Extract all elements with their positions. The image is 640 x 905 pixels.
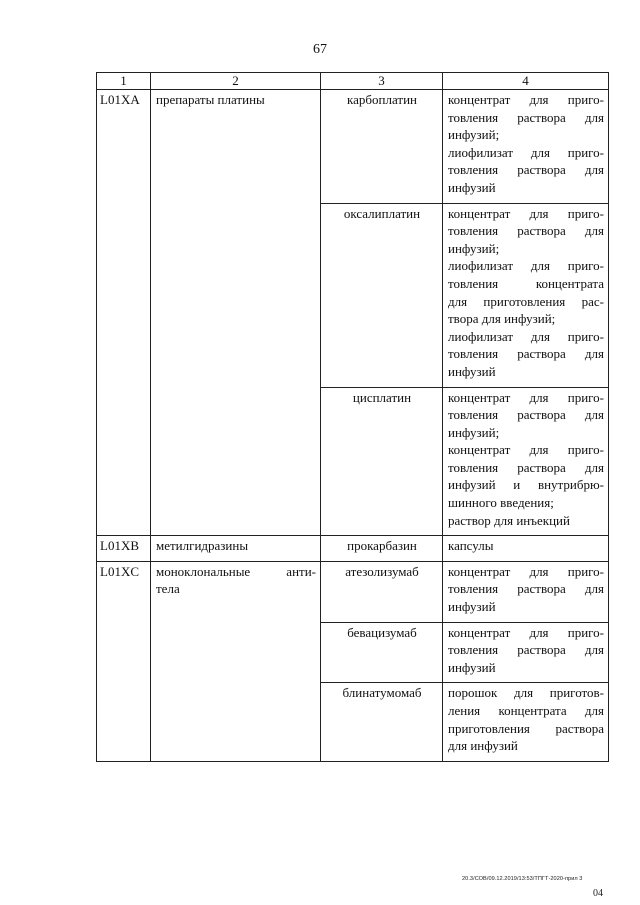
dosage-form-line: концентрат для приго- xyxy=(448,92,604,107)
group-name-line: метилгидразины xyxy=(156,538,249,554)
dosage-form-line: товления раствора для xyxy=(448,109,604,125)
column-header-2: 2 xyxy=(151,73,321,90)
dosage-form-line: лиофилизат для приго- xyxy=(448,144,604,160)
table-row xyxy=(97,536,609,562)
footer-mark: 04 xyxy=(593,888,603,899)
dosage-form-line: товления раствора для xyxy=(448,581,604,597)
group-name-line: препараты платины xyxy=(156,92,265,107)
group-name-cell xyxy=(151,90,321,536)
dosage-form-line: концентрат для приго- xyxy=(448,624,604,640)
drug-name-cell: карбоплатин xyxy=(321,90,443,204)
dosage-form-line: товления концентрата xyxy=(448,275,604,291)
dosage-form-line: концентрат для приго- xyxy=(448,205,604,221)
table-header-row xyxy=(97,73,609,90)
dosage-form-line: инфузий; xyxy=(448,424,500,440)
dosage-form-line: инфузий xyxy=(448,659,496,675)
dosage-form-line: лиофилизат для приго- xyxy=(448,258,604,274)
dosage-form-cell xyxy=(443,561,609,622)
dosage-form-line: товления раствора для xyxy=(448,223,604,239)
dosage-form-line: для инфузий xyxy=(448,738,518,754)
dosage-form-line: для приготовления рас- xyxy=(448,293,604,309)
page-number: 67 xyxy=(313,42,327,57)
dosage-form-line: порошок для приготов- xyxy=(448,685,604,701)
drug-name-cell: атезолизумаб xyxy=(321,561,443,622)
dosage-form-line: концентрат для приго- xyxy=(448,563,604,579)
dosage-form-line: инфузий xyxy=(448,599,496,615)
table-row xyxy=(97,90,609,204)
dosage-form-line: концентрат для приго- xyxy=(448,442,604,458)
group-name-cell xyxy=(151,536,321,562)
atc-code-cell: L01XA xyxy=(97,90,151,536)
dosage-form-line: инфузий; xyxy=(448,127,500,143)
group-name-line: тела xyxy=(156,581,180,597)
drug-name-cell: прокарбазин xyxy=(321,536,443,562)
dosage-form-line: ления концентрата для xyxy=(448,703,604,718)
table-body xyxy=(97,73,609,762)
dosage-form-line: твора для инфузий; xyxy=(448,311,556,327)
group-name-cell xyxy=(151,561,321,761)
dosage-form-line: инфузий xyxy=(448,179,496,195)
dosage-form-line: шинного введения; xyxy=(448,495,554,511)
dosage-form-line: лиофилизат для приго- xyxy=(448,328,604,344)
column-header-4: 4 xyxy=(443,73,609,90)
dosage-form-cell xyxy=(443,536,609,562)
dosage-form-line: приготовления раствора xyxy=(448,720,604,736)
table-row xyxy=(97,561,609,622)
dosage-form-line: товления раствора для xyxy=(448,346,604,362)
drug-name-cell: цисплатин xyxy=(321,387,443,536)
atc-code-cell: L01XC xyxy=(97,561,151,761)
column-header-3: 3 xyxy=(321,73,443,90)
dosage-form-cell xyxy=(443,203,609,387)
dosage-form-cell xyxy=(443,90,609,204)
dosage-form-line: товления раствора для xyxy=(448,407,604,423)
dosage-form-cell xyxy=(443,683,609,761)
drug-name-cell: бевацизумаб xyxy=(321,622,443,683)
atc-code-cell: L01XB xyxy=(97,536,151,562)
drug-classification-table xyxy=(96,72,609,762)
drug-name-cell: оксалиплатин xyxy=(321,203,443,387)
dosage-form-line: товления раствора для xyxy=(448,642,604,658)
dosage-form-cell xyxy=(443,387,609,536)
column-header-1: 1 xyxy=(97,73,151,90)
dosage-form-line: раствор для инъекций xyxy=(448,512,570,528)
dosage-form-line: концентрат для приго- xyxy=(448,389,604,405)
dosage-form-line: инфузий и внутрибрю- xyxy=(448,477,604,493)
dosage-form-line: инфузий; xyxy=(448,240,500,256)
dosage-form-line: товления раствора для xyxy=(448,459,604,475)
group-name-line: моноклональные анти- xyxy=(156,563,316,579)
dosage-form-line: товления раствора для xyxy=(448,162,604,178)
dosage-form-line: инфузий xyxy=(448,363,496,379)
footer-stamp: 20.3/СОВ/09.12.2019/13:53/ТПГТ-2020-прил 3 xyxy=(462,876,583,882)
dosage-form-line: капсулы xyxy=(448,538,494,554)
drug-name-cell: блинатумомаб xyxy=(321,683,443,761)
dosage-form-cell xyxy=(443,622,609,683)
